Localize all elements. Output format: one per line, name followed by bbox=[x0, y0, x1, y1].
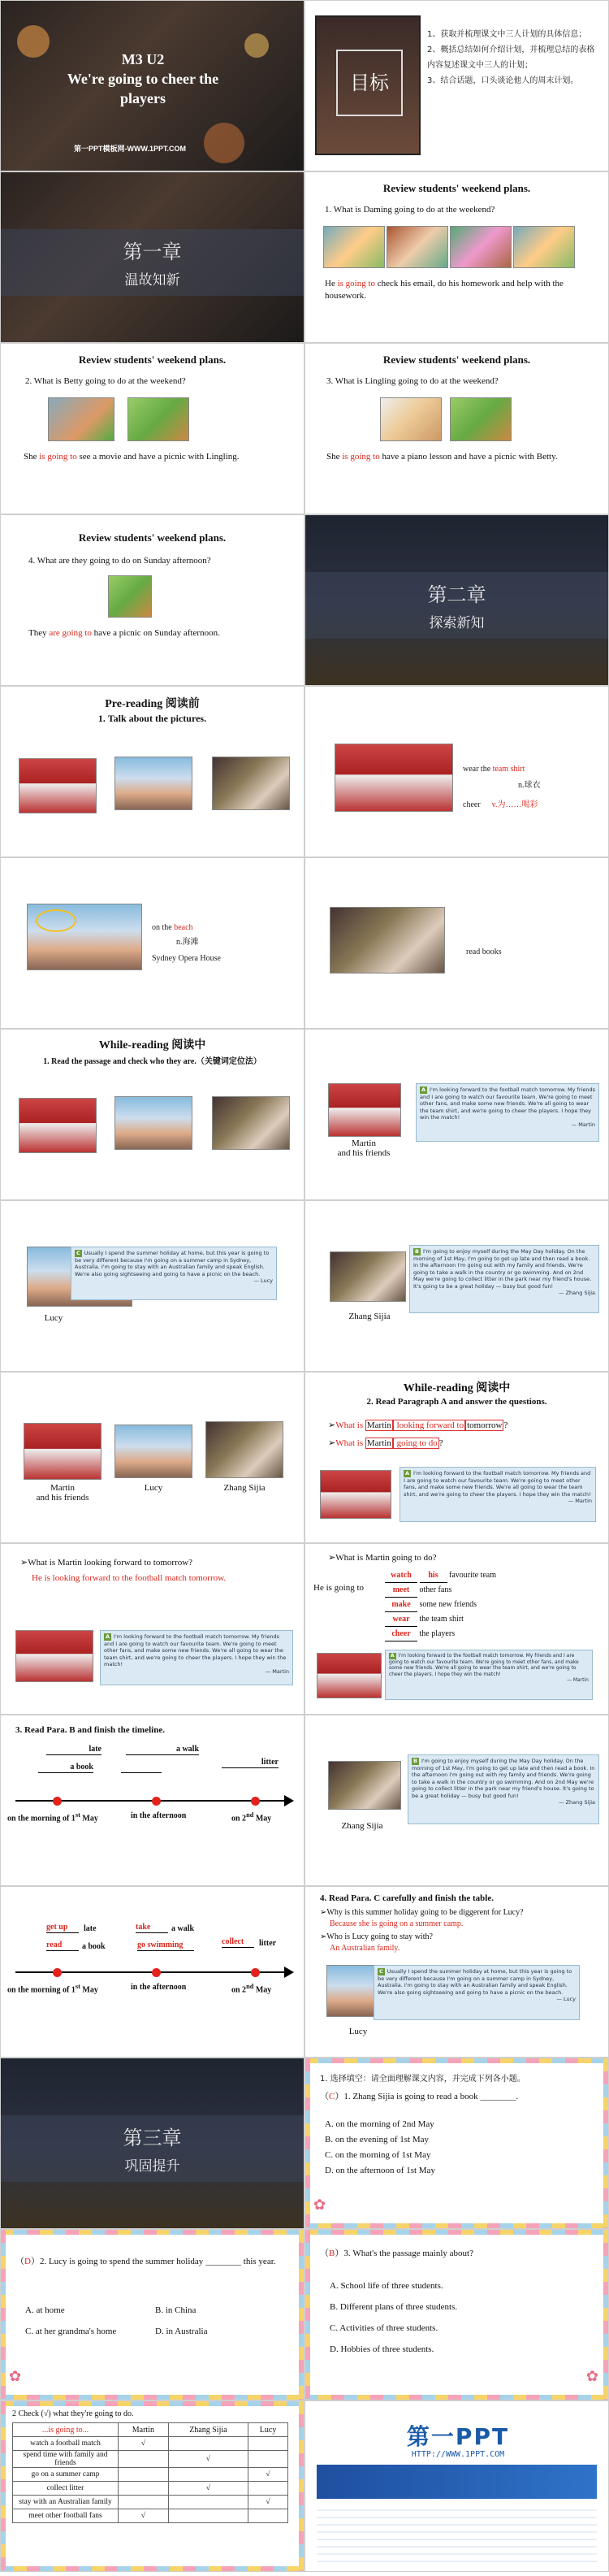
option[interactable]: A. School life of three students. bbox=[330, 2281, 443, 2291]
ad-link-list bbox=[317, 2504, 597, 2565]
chapter-name: 巩固提升 bbox=[124, 2158, 180, 2175]
caption: Lucy bbox=[348, 2027, 368, 2036]
filled-read: read bbox=[46, 1941, 79, 1951]
timeline-arrow-icon bbox=[284, 1967, 294, 1978]
picture-movie bbox=[48, 397, 114, 441]
slide-paragraph-a-questions[interactable] bbox=[304, 1372, 609, 1543]
passage-text: I'm going to enjoy myself during the May Day holiday. On the morning of 1st May, I'm going to get up late and then read a book. In the afternoon I'm going out with my family and friends. We're going to take a walk in the country or go swimming. And on 2nd May we're going to collect litter in the park near my friend's house. It's going to be a great holiday — busy but good fun! bbox=[412, 1758, 595, 1799]
passage-text: I'm going to enjoy myself during the May Day holiday. On the morning of 1st May, I'm going to get up late and then read a book. In the afternoon I'm going out with my family and friends. We're going to take a walk in the country or go swimming. And on 2nd May we're going to collect litter in the park near my friend's house. It's going to be a great holiday — busy but good fun! bbox=[413, 1248, 592, 1290]
table-row bbox=[13, 2496, 288, 2509]
table-cell: stay with an Australian family bbox=[13, 2496, 119, 2509]
picture-girl bbox=[328, 1761, 401, 1810]
question: 2. What is Betty going to do at the weekend? bbox=[25, 376, 186, 386]
decorative-frame bbox=[1, 2230, 304, 2235]
picture-girl bbox=[330, 907, 445, 974]
chapter-number: 第三章 bbox=[123, 2127, 182, 2149]
passage-signature: — Martin bbox=[568, 1498, 592, 1504]
slide-martin-passage[interactable] bbox=[304, 1029, 609, 1200]
answer: She is going to see a movie and have a picnic with Lingling. bbox=[24, 452, 240, 462]
blank-litter: litter bbox=[222, 1758, 279, 1768]
slide-exercise-2[interactable] bbox=[0, 2229, 304, 2400]
option[interactable]: D. Hobbies of three students. bbox=[330, 2344, 434, 2354]
slide-vocab-team[interactable] bbox=[304, 686, 609, 857]
passage-b bbox=[409, 1245, 599, 1313]
chapter-name: 温故知新 bbox=[124, 272, 180, 288]
chapter-banner bbox=[1, 2115, 304, 2182]
slide-exercise-1[interactable] bbox=[304, 2058, 609, 2229]
picture-beach bbox=[114, 757, 192, 810]
chapter-banner bbox=[305, 572, 608, 639]
passage-c bbox=[71, 1247, 277, 1300]
exercise-question: （C）1. Zhang Sijia is going to read a book ________. bbox=[320, 2092, 519, 2101]
option[interactable]: D. on the afternoon of 1st May bbox=[325, 2166, 435, 2175]
option[interactable]: B. on the evening of 1st May bbox=[325, 2135, 430, 2144]
word-late: late bbox=[84, 1924, 97, 1933]
slide-heading: 3. Read Para. B and finish the timeline. bbox=[15, 1725, 165, 1735]
passage-text: I'm looking forward to the football match tomorrow. My friends and I are going to watch our favourite team. We're going to meet other fans, and make some new friends. We're all going to wear the team shirt, and we're going to cheer the players. I hope they win the match! bbox=[389, 1653, 579, 1677]
table-title: 2 Check (√) what they're going to do. bbox=[12, 2409, 134, 2418]
table-cell[interactable]: √ bbox=[168, 2482, 248, 2496]
decorative-frame bbox=[603, 2058, 608, 2228]
table-cell: spend time with family and friends bbox=[13, 2451, 119, 2468]
slide-vocab-beach[interactable] bbox=[0, 857, 304, 1029]
timeline-label-2: in the afternoon bbox=[131, 1983, 187, 1992]
slide-subheading: 1. Read the passage and check who they are.（关键词定位法） bbox=[43, 1057, 261, 1066]
timeline-dot bbox=[53, 1968, 62, 1977]
filled-go-swimming: go swimming bbox=[137, 1941, 194, 1951]
decorative-frame bbox=[305, 2223, 608, 2228]
slide-paragraph-a-answer[interactable] bbox=[0, 1543, 304, 1715]
answer-lead: He is going to bbox=[313, 1583, 365, 1593]
picture-team bbox=[19, 1098, 97, 1153]
picture-girl bbox=[212, 757, 290, 810]
caption-lucy: Lucy bbox=[144, 1483, 163, 1493]
passage-tag: B bbox=[413, 1758, 417, 1764]
question: 3. What is Lingling going to do at the weekend? bbox=[326, 376, 499, 386]
chapter-name: 探索新知 bbox=[429, 615, 485, 631]
blank-late: late bbox=[46, 1745, 102, 1755]
picture-picnic bbox=[127, 397, 189, 441]
header-cell: Lucy bbox=[248, 2423, 288, 2437]
timeline-label-2: in the afternoon bbox=[131, 1811, 187, 1820]
slide-lucy-passage[interactable] bbox=[0, 1200, 304, 1372]
option[interactable]: C. Activities of three students. bbox=[330, 2323, 438, 2333]
word-litter: litter bbox=[259, 1939, 277, 1948]
passage-text: Usually I spend the summer holiday at home, but this year is going to be very different because I'm going on a summer camp in Sydney, Australia. I'm going to stay with an Australian family and speak English. We're also going sightseeing and going to have a picnic on the beach. bbox=[378, 1968, 572, 1996]
passage-a bbox=[400, 1467, 596, 1522]
slide-review-sunday[interactable] bbox=[0, 514, 304, 686]
picture-beach bbox=[114, 1096, 192, 1150]
picture-girl bbox=[330, 1251, 406, 1302]
table-cell[interactable]: √ bbox=[119, 2437, 169, 2451]
passage-text: I'm looking forward to the football match tomorrow. My friends and I are going to watch our favourite team. We're going to meet other fans, and make some new friends. We're all going to wear the team shirt, and we're going to cheer the players. I hope they win the match! bbox=[420, 1086, 595, 1121]
question-2: ➢What is Martin going to do ? bbox=[328, 1438, 443, 1448]
slide-zhangsijia-b[interactable] bbox=[304, 1715, 609, 1886]
decorative-frame bbox=[299, 2230, 304, 2400]
timeline-label-1: on the morning of 1st May bbox=[7, 1811, 98, 1824]
answer-1: Because she is going on a summer camp. bbox=[330, 1919, 464, 1928]
caption-martin: Martin and his friends bbox=[36, 1483, 89, 1503]
passage-a bbox=[416, 1083, 599, 1142]
check-table bbox=[12, 2422, 288, 2523]
option[interactable]: B. Different plans of three students. bbox=[330, 2302, 458, 2312]
question: ➢What is Martin going to do? bbox=[328, 1553, 437, 1563]
slide-review-daming[interactable] bbox=[304, 171, 609, 343]
plan-row: make some new friends bbox=[385, 1598, 496, 1612]
slide-heading: While-reading 阅读中 bbox=[98, 1039, 206, 1052]
flower-icon: ✿ bbox=[313, 2197, 326, 2213]
passage-signature: — Lucy bbox=[253, 1277, 273, 1284]
vocab-beach: on the beach bbox=[152, 923, 193, 932]
passage-tag: A bbox=[421, 1086, 426, 1093]
decorative-frame bbox=[1, 2566, 304, 2571]
table-cell[interactable] bbox=[119, 2496, 169, 2509]
question: ➢What is Martin looking forward to tomorrow? bbox=[20, 1558, 193, 1568]
table-cell: meet other football fans bbox=[13, 2509, 119, 2523]
timeline-label-1: on the morning of 1st May bbox=[7, 1983, 98, 1995]
slide-review-betty[interactable] bbox=[0, 343, 304, 514]
slide-pre-reading[interactable] bbox=[0, 686, 304, 857]
word-a-walk: a walk bbox=[171, 1924, 195, 1933]
picture-picnic bbox=[108, 575, 152, 618]
vocab-cheer: cheer v.为……喝彩 bbox=[463, 800, 538, 809]
exercise-option[interactable]: C. at her grandma's home bbox=[25, 2327, 117, 2336]
table-cell[interactable] bbox=[168, 2437, 248, 2451]
passage-signature: — Martin bbox=[571, 1121, 595, 1128]
timeline-arrow-icon bbox=[284, 1795, 294, 1806]
slide-heading: Review students' weekend plans. bbox=[382, 353, 531, 366]
timeline-dot bbox=[152, 1968, 161, 1977]
picture-team bbox=[15, 1630, 93, 1682]
table-cell[interactable]: √ bbox=[168, 2451, 248, 2468]
caption: Martin and his friends bbox=[337, 1138, 391, 1158]
slide-chapter-1[interactable] bbox=[0, 171, 304, 343]
slide-paragraph-c[interactable] bbox=[304, 1886, 609, 2058]
table-cell: go on a summer camp bbox=[13, 2468, 119, 2482]
passage-tag: A bbox=[391, 1653, 395, 1659]
table-cell: watch a football match bbox=[13, 2437, 119, 2451]
answer-2: An Australian family. bbox=[330, 1944, 400, 1953]
picture-housework bbox=[450, 226, 512, 268]
decorative-frame bbox=[305, 2230, 608, 2235]
answer: They are going to have a picnic on Sunday afternoon. bbox=[28, 628, 220, 638]
caption-zhang-sijia: Zhang Sijia bbox=[223, 1483, 266, 1493]
vocab-team-shirt-cn: n.球衣 bbox=[518, 781, 541, 790]
passage-signature: — Martin bbox=[566, 1677, 589, 1684]
caption: Lucy bbox=[44, 1313, 63, 1323]
passage-signature: — Martin bbox=[265, 1667, 289, 1675]
table-cell[interactable] bbox=[119, 2468, 169, 2482]
blank-empty bbox=[121, 1763, 162, 1773]
decorative-frame bbox=[305, 2058, 310, 2228]
timeline-label-3: on 2nd May bbox=[231, 1983, 272, 1995]
question-1: ➢Why is this summer holiday going to be diggerent for Lucy? bbox=[320, 1908, 524, 1917]
exercise-question: （B）3. What's the passage mainly about? bbox=[320, 2249, 473, 2258]
slide-timeline-blank[interactable] bbox=[0, 1715, 304, 1886]
picture-team bbox=[317, 1653, 382, 1698]
vocab-opera-house: Sydney Opera House bbox=[152, 954, 221, 963]
table-cell[interactable] bbox=[119, 2451, 169, 2468]
site-credit: 第一PPT模板网-WWW.1PPT.COM bbox=[74, 145, 186, 153]
picture-girl bbox=[212, 1096, 290, 1150]
brand-logo[interactable]: 第一PPT bbox=[406, 2423, 510, 2450]
passage-tag: C bbox=[379, 1968, 383, 1975]
plan-list bbox=[385, 1568, 496, 1641]
picture-girl bbox=[205, 1421, 283, 1478]
slide-exercise-3[interactable] bbox=[304, 2229, 609, 2400]
slide-chapter-3[interactable] bbox=[0, 2058, 304, 2229]
picture-team bbox=[19, 758, 97, 813]
answer: He is looking forward to the football match tomorrow. bbox=[32, 1573, 227, 1583]
decorative-frame bbox=[305, 2058, 608, 2063]
bokeh-light bbox=[204, 123, 244, 163]
objective-item: 1、获取并梳理课文中三人计划的具体信息； bbox=[427, 30, 587, 39]
header-cell: ...is going to... bbox=[13, 2423, 119, 2437]
passage-signature: — Zhang Sijia bbox=[559, 1290, 595, 1296]
lesson-title: M3 U2 We're going to cheer the players bbox=[67, 51, 219, 106]
passage-a bbox=[100, 1630, 293, 1685]
highlight-circle bbox=[36, 909, 76, 932]
table-row bbox=[13, 2482, 288, 2496]
plan-row: cheer the players bbox=[385, 1627, 496, 1641]
table-row bbox=[13, 2509, 288, 2523]
table-cell[interactable]: √ bbox=[248, 2496, 288, 2509]
table-row bbox=[13, 2451, 288, 2468]
header-cell: Martin bbox=[119, 2423, 169, 2437]
answer: He is going to check his email, do his homework and help with the housework. bbox=[325, 279, 564, 301]
decorative-frame bbox=[603, 2230, 608, 2400]
picture-housework-2 bbox=[513, 226, 575, 268]
chapter-banner bbox=[1, 229, 304, 296]
timeline-dot bbox=[152, 1797, 161, 1806]
table-cell: collect litter bbox=[13, 2482, 119, 2496]
slide-title[interactable] bbox=[0, 0, 304, 171]
picture-beach bbox=[114, 1425, 192, 1478]
picture-team bbox=[320, 1470, 391, 1519]
slide-review-lingling[interactable] bbox=[304, 343, 609, 514]
exercise-options bbox=[325, 2117, 594, 2179]
caption: Zhang Sijia bbox=[341, 1821, 383, 1831]
slide-objectives[interactable] bbox=[304, 0, 609, 171]
plan-row: wear the team shirt bbox=[385, 1612, 496, 1627]
plan-row: watch his favourite team bbox=[385, 1568, 496, 1583]
passage-a bbox=[385, 1650, 593, 1700]
decorative-frame bbox=[305, 2395, 608, 2400]
slide-zhangsijia-passage[interactable] bbox=[304, 1200, 609, 1372]
question: 4. What are they going to do on Sunday afternoon? bbox=[28, 556, 211, 566]
filled-get-up: get up bbox=[46, 1923, 79, 1933]
slide-subheading: 2. Read Paragraph A and answer the questions. bbox=[366, 1397, 547, 1407]
vocab-beach-cn: n.海滩 bbox=[176, 938, 199, 947]
table-cell[interactable] bbox=[248, 2482, 288, 2496]
table-cell[interactable]: √ bbox=[119, 2509, 169, 2523]
picture-picnic bbox=[450, 397, 512, 441]
picture-team bbox=[328, 1083, 401, 1137]
bokeh-light bbox=[244, 33, 269, 58]
slide-chapter-2[interactable] bbox=[304, 514, 609, 686]
decorative-frame bbox=[299, 2401, 304, 2571]
table-cell[interactable] bbox=[168, 2468, 248, 2482]
slide-heading: Review students' weekend plans. bbox=[78, 531, 227, 544]
chapter-number: 第二章 bbox=[427, 583, 486, 606]
exercise-options bbox=[330, 2275, 594, 2360]
table-cell[interactable] bbox=[248, 2451, 288, 2468]
picture-team bbox=[24, 1423, 102, 1480]
table-cell[interactable] bbox=[119, 2482, 169, 2496]
picture-piano bbox=[380, 397, 442, 441]
slide-ad[interactable] bbox=[304, 2400, 609, 2572]
decorative-frame bbox=[1, 2401, 304, 2406]
picture-team bbox=[335, 744, 453, 812]
question-2: ➢Who is Lucy going to stay with? bbox=[320, 1932, 433, 1941]
header-cell: Zhang Sijia bbox=[168, 2423, 248, 2437]
slide-heading: Pre-reading 阅读前 bbox=[105, 698, 200, 710]
exercise-intro: 1. 选择填空：请全面理解课文内容，并完成下列各小题。 bbox=[320, 2075, 525, 2084]
timeline-dot bbox=[251, 1968, 260, 1977]
objective-item: 2、概括总结如何介绍计划，并梳理总结的表格内容复述课文中三人的计划； bbox=[427, 46, 595, 70]
vocab-read-books: read books bbox=[466, 948, 502, 956]
table-row bbox=[13, 2468, 288, 2482]
exercise-option[interactable]: D. in Australia bbox=[155, 2327, 208, 2336]
question: 1. What is Daming going to do at the weekend? bbox=[325, 205, 495, 215]
picture-email bbox=[323, 226, 385, 268]
chapter-number: 第一章 bbox=[123, 241, 182, 263]
passage-c bbox=[374, 1965, 580, 2020]
word-a-book: a book bbox=[82, 1942, 106, 1951]
passage-text: I'm looking forward to the football match tomorrow. My friends and I are going to watch our favourite team. We're going to meet other fans, and make some new friends. We're all going to wear the team shirt, and we're going to cheer the players. I hope they win the match! bbox=[404, 1470, 591, 1498]
timeline-dot bbox=[53, 1797, 62, 1806]
objective-list bbox=[427, 27, 600, 89]
slide-subheading: 1. Talk about the pictures. bbox=[97, 713, 207, 724]
objective-image bbox=[315, 15, 421, 155]
decorative-frame bbox=[1, 2401, 6, 2571]
timeline-label-3: on 2nd May bbox=[231, 1811, 272, 1824]
slide-martin-plans[interactable] bbox=[304, 1543, 609, 1715]
flower-icon: ✿ bbox=[9, 2368, 22, 2384]
exercise-option[interactable]: A. at home bbox=[25, 2305, 65, 2315]
question-1: ➢What is Martin looking forward to tomorrow ? bbox=[328, 1420, 508, 1430]
blank-a-walk: a walk bbox=[126, 1745, 199, 1755]
objective-label: 目标 bbox=[336, 50, 403, 116]
exercise-option[interactable]: B. in China bbox=[155, 2305, 197, 2315]
slide-check-table[interactable] bbox=[0, 2400, 304, 2572]
timeline-dot bbox=[251, 1797, 260, 1806]
table-cell[interactable] bbox=[168, 2496, 248, 2509]
passage-signature: — Zhang Sijia bbox=[559, 1799, 595, 1806]
passage-b bbox=[408, 1754, 599, 1824]
filled-take: take bbox=[136, 1923, 168, 1933]
table-row bbox=[13, 2437, 288, 2451]
answer: She is going to have a piano lesson and have a picnic with Betty. bbox=[326, 452, 558, 462]
table-cell[interactable] bbox=[248, 2437, 288, 2451]
picture-beach bbox=[27, 904, 142, 970]
passage-tag: B bbox=[415, 1248, 419, 1255]
decorative-frame bbox=[305, 2230, 310, 2400]
plan-row: meet other fans bbox=[385, 1583, 496, 1598]
slide-heading: 4. Read Para. C carefully and finish the table. bbox=[320, 1893, 494, 1903]
slide-heading: Review students' weekend plans. bbox=[382, 182, 531, 194]
brand-url[interactable]: HTTP://WWW.1PPT.COM bbox=[411, 2450, 505, 2459]
table-header-row bbox=[13, 2423, 288, 2437]
slide-heading: Review students' weekend plans. bbox=[78, 353, 227, 366]
table-cell[interactable]: √ bbox=[248, 2468, 288, 2482]
slide-vocab-read[interactable] bbox=[304, 857, 609, 1029]
decorative-frame bbox=[1, 2395, 304, 2400]
slide-while-reading-1[interactable] bbox=[0, 1029, 304, 1200]
slide-heading: While-reading 阅读中 bbox=[403, 1382, 511, 1394]
decorative-frame bbox=[1, 2230, 6, 2400]
passage-tag: A bbox=[106, 1633, 110, 1640]
passage-text: Usually I spend the summer holiday at home, but this year is going to be very different because I'm going on a summer camp in Sydney, Australia. I'm going to stay with an Australian family and speak English. We're also going sightseeing and going to have a picnic on the beach. bbox=[75, 1250, 270, 1277]
passage-tag: C bbox=[76, 1250, 80, 1256]
option[interactable]: C. on the morning of 1st May bbox=[325, 2150, 431, 2160]
table-cell[interactable] bbox=[248, 2509, 288, 2523]
passage-tag: A bbox=[405, 1470, 410, 1477]
exercise-question: （D）2. Lucy is going to spend the summer holiday ________ this year. bbox=[15, 2257, 276, 2266]
filled-collect: collect bbox=[222, 1937, 254, 1948]
option[interactable]: A. on the morning of 2nd May bbox=[325, 2119, 434, 2129]
ad-banner bbox=[317, 2465, 597, 2499]
slide-who-pictures[interactable] bbox=[0, 1372, 304, 1543]
slide-timeline-filled[interactable] bbox=[0, 1886, 304, 2058]
caption: Zhang Sijia bbox=[348, 1312, 391, 1321]
passage-signature: — Lucy bbox=[556, 1996, 576, 2002]
vocab-team-shirt: wear the team shirt bbox=[463, 765, 525, 774]
table-cell[interactable] bbox=[168, 2509, 248, 2523]
objective-item: 3、结合话题，口头谈论他人的周末计划。 bbox=[427, 76, 579, 85]
bokeh-light bbox=[17, 25, 50, 58]
passage-text: I'm looking forward to the football match tomorrow. My friends and I are going to watch our favourite team. We're going to meet other fans, and make some new friends. We're all going to wear the team shirt, and we're going to cheer the players. I hope they win the match! bbox=[104, 1633, 287, 1667]
picture-homework bbox=[387, 226, 448, 268]
blank-a-book: a book bbox=[38, 1763, 93, 1773]
flower-icon: ✿ bbox=[585, 2368, 598, 2384]
